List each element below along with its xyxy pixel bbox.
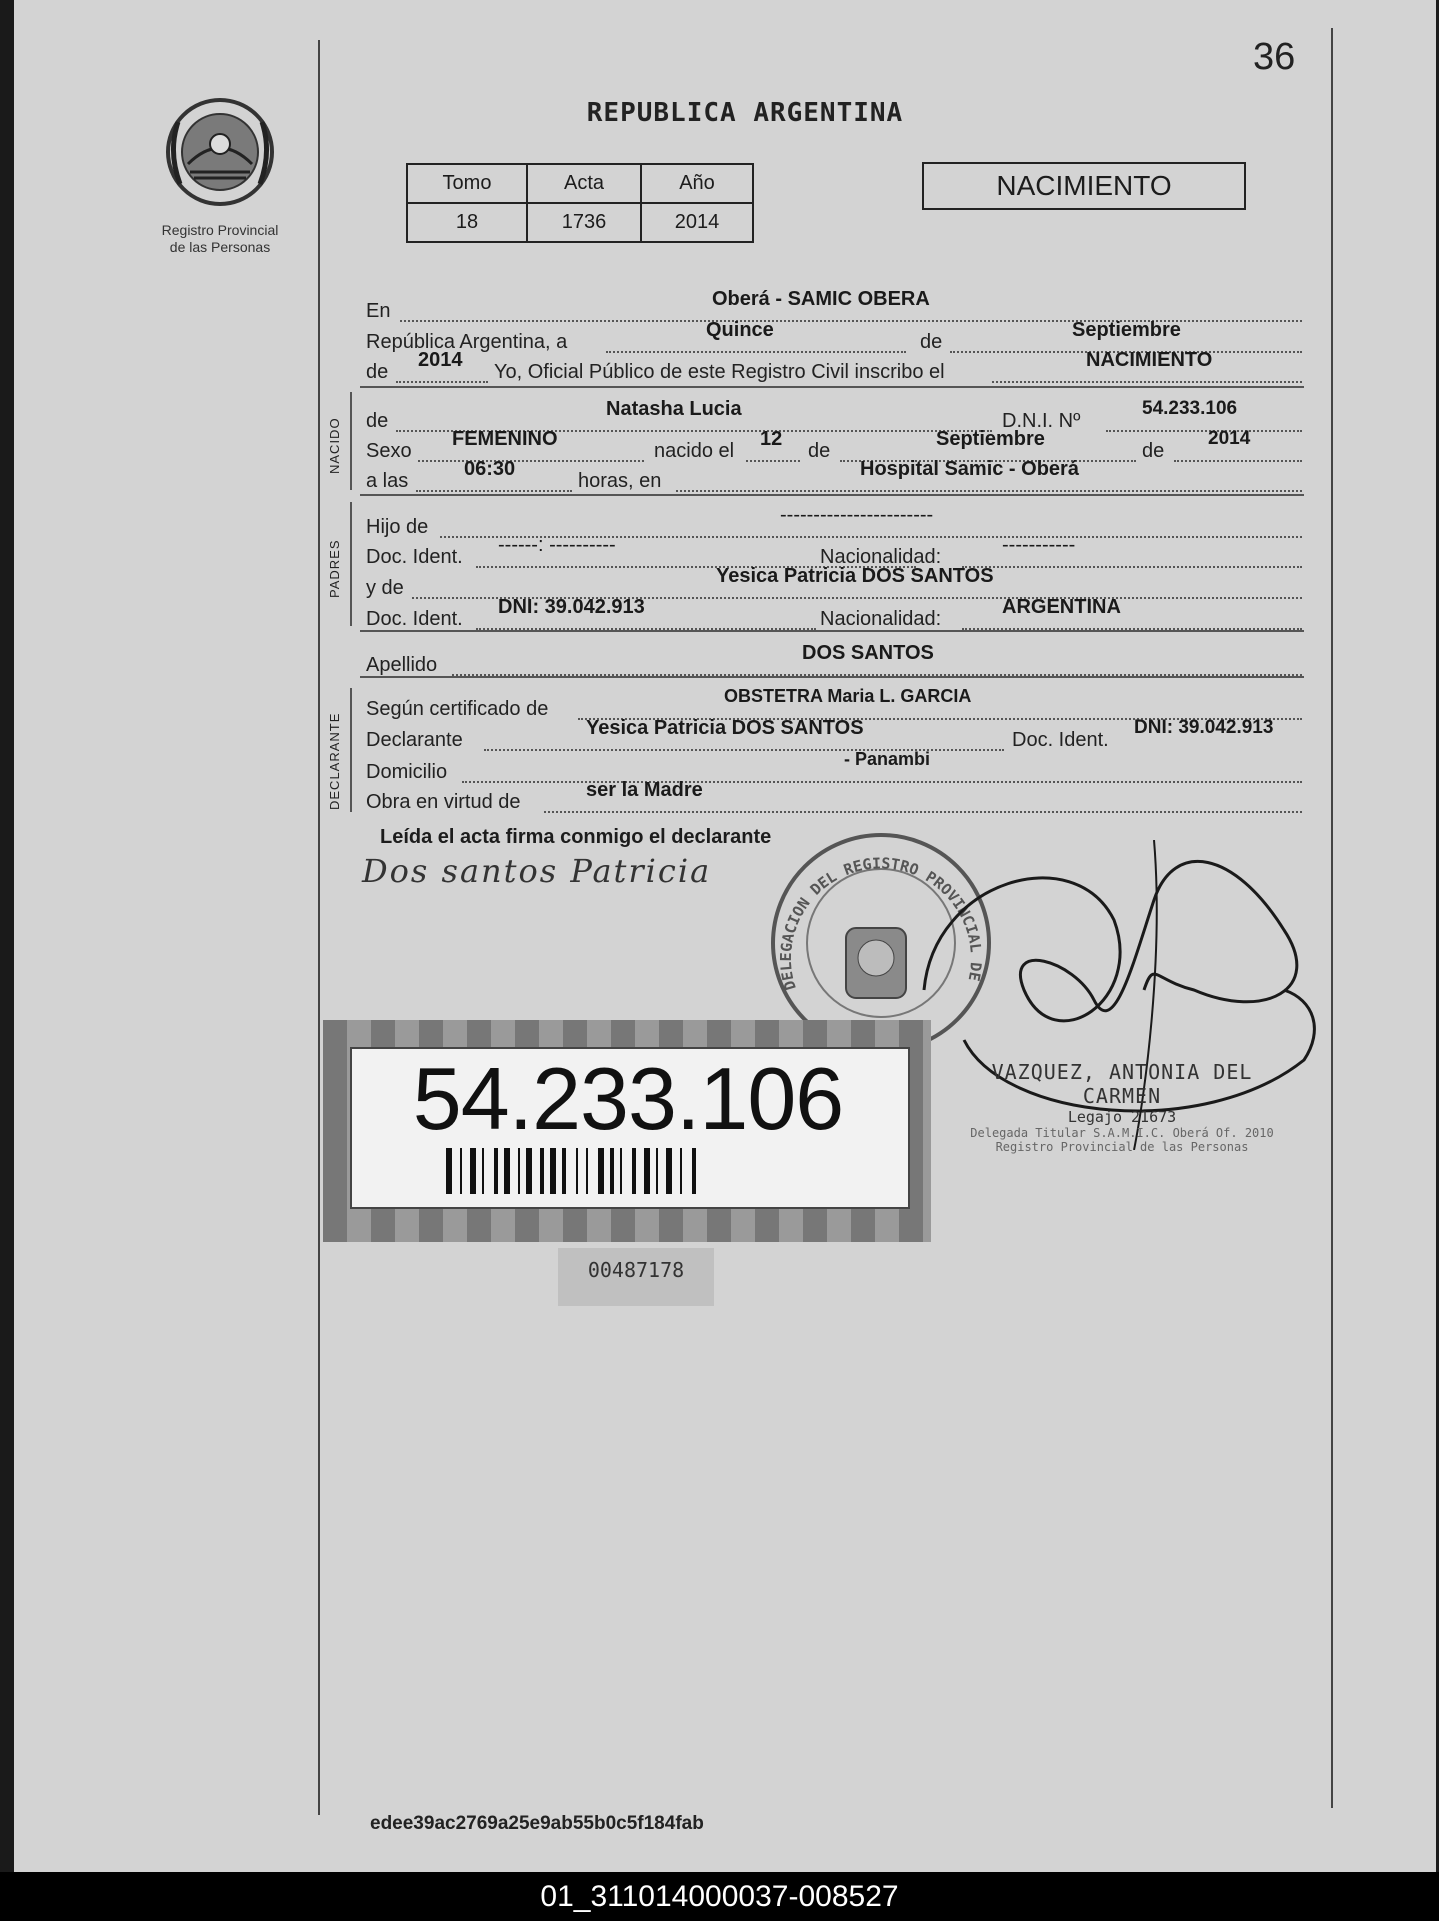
registry-label	[140, 222, 300, 256]
barcode-bar	[504, 1148, 510, 1194]
barcode-number: 54.233.106	[412, 1049, 844, 1148]
table-header-anio: Año	[641, 164, 753, 203]
doc2-value: DNI: 39.042.913	[498, 596, 645, 618]
dni-label: D.N.I. Nº	[1002, 410, 1081, 432]
table-value-acta: 1736	[527, 203, 641, 242]
obra-value: ser la Madre	[586, 779, 703, 801]
page-number: 36	[1253, 36, 1296, 78]
padres-bracket	[350, 502, 352, 626]
document-hash: edee39ac2769a25e9ab55b0c5f184fab	[370, 1813, 704, 1834]
y-de-label: y de	[366, 577, 404, 599]
barcode-bar	[446, 1148, 452, 1194]
horas-label: horas, en	[578, 470, 662, 492]
province-seal-icon	[160, 92, 280, 212]
row-y-de	[366, 565, 1302, 599]
row-obra	[366, 779, 1302, 813]
barcode-bar	[518, 1148, 520, 1194]
table-header-tomo: Tomo	[407, 164, 527, 203]
row-certificado	[366, 686, 1302, 720]
row-apellido	[366, 642, 1302, 676]
barcode-bar	[632, 1148, 636, 1194]
barcode-bar	[482, 1148, 484, 1194]
left-margin-line	[318, 40, 320, 1815]
stamp-round-text: DELEGACION DEL REGISTRO PROVINCIAL DE	[776, 854, 986, 993]
table-value-anio: 2014	[641, 203, 753, 242]
cert-label: Según certificado de	[366, 698, 549, 720]
nac2-value: ARGENTINA	[1002, 596, 1121, 618]
sexo-value: FEMENINO	[452, 428, 558, 450]
barcode-bar	[540, 1148, 544, 1194]
table-header-acta: Acta	[527, 164, 641, 203]
de2-label: de	[366, 361, 389, 383]
barcode-bar	[576, 1148, 578, 1194]
barcode-bar	[460, 1148, 462, 1194]
republica-label: República Argentina, a	[366, 331, 568, 353]
document-title: REPUBLICA ARGENTINA	[586, 98, 904, 128]
tomo-acta-anio-table	[406, 163, 754, 243]
decl-doc-label: Doc. Ident.	[1012, 729, 1109, 751]
official-role: Delegada Titular S.A.M.I.C. Oberá Of. 2010	[970, 1126, 1274, 1140]
official-legajo: Legajo 21673	[1067, 1108, 1177, 1126]
row-yo	[366, 349, 1302, 383]
barcode-bar	[470, 1148, 476, 1194]
obra-label: Obra en virtud de	[366, 791, 521, 813]
barcode-bar	[494, 1148, 498, 1194]
birth-day-value: 12	[760, 428, 783, 450]
barcode-bar	[586, 1148, 588, 1194]
section-divider	[360, 630, 1304, 632]
declarante-side-label: DECLARANTE	[327, 712, 342, 810]
record-type-box: NACIMIENTO	[922, 162, 1246, 210]
dom-label: Domicilio	[366, 761, 448, 783]
nacido-bracket	[350, 392, 352, 490]
barcode-bar	[666, 1148, 672, 1194]
section-divider	[360, 494, 1304, 496]
apellido-value: DOS SANTOS	[802, 642, 934, 664]
de-label: de	[920, 331, 943, 353]
month-value: Septiembre	[1072, 319, 1181, 341]
official-name: VAZQUEZ, ANTONIA DEL CARMEN	[991, 1060, 1253, 1108]
barcode-bar	[562, 1148, 566, 1194]
barcode-bar	[620, 1148, 622, 1194]
nacido-de-label: de	[366, 410, 389, 432]
en-label: En	[366, 300, 391, 322]
right-margin-line	[1331, 28, 1333, 1808]
inscribe-value: NACIMIENTO	[1086, 349, 1213, 371]
doc2-label: Doc. Ident.	[366, 608, 463, 630]
row-declarante	[366, 717, 1302, 751]
row-en	[366, 288, 1302, 322]
nac1-label: Nacionalidad:	[820, 546, 942, 568]
row-doc-ident-1	[366, 534, 1302, 568]
child-name-value: Natasha Lucia	[606, 398, 742, 420]
table-value-tomo: 18	[407, 203, 527, 242]
barcode-bar	[526, 1148, 532, 1194]
mother-value: Yesica Patricia DOS SANTOS	[716, 565, 994, 587]
birth-time-value: 06:30	[464, 458, 516, 480]
doc1-label: Doc. Ident.	[366, 546, 463, 568]
official-registry: Registro Provincial de las Personas	[995, 1140, 1249, 1154]
hijo-de-label: Hijo de	[366, 516, 429, 538]
nac1-value: -----------	[1002, 534, 1076, 556]
birth-place-value: Hospital Samic - Oberá	[860, 458, 1079, 480]
birth-year-value: 2014	[1208, 428, 1251, 449]
cert-value: OBSTETRA Maria L. GARCIA	[724, 686, 972, 706]
year-value: 2014	[418, 349, 463, 371]
declarant-signature: Dos santos Patricia	[362, 852, 712, 890]
row-domicilio	[366, 749, 1302, 783]
child-dni-value: 54.233.106	[1142, 398, 1238, 419]
padres-side-label: PADRES	[327, 539, 342, 598]
de-label-2: de	[808, 440, 831, 462]
yo-text: Yo, Oficial Público de este Registro Civil inscribo el	[494, 361, 945, 383]
section-divider	[360, 676, 1304, 678]
sexo-label: Sexo	[366, 440, 412, 462]
apellido-label: Apellido	[366, 654, 438, 676]
dom-value: - Panambi	[844, 749, 931, 769]
birth-month-value: Septiembre	[936, 428, 1045, 450]
registry-label-line1: Registro Provincial	[161, 222, 279, 238]
father-value: -----------------------	[780, 504, 934, 526]
en-value: Oberá - SAMIC OBERA	[712, 288, 930, 310]
a-las-label: a las	[366, 470, 409, 492]
barcode-bar	[656, 1148, 658, 1194]
decl-value: Yesica Patricia DOS SANTOS	[586, 717, 864, 739]
section-divider	[360, 386, 1304, 388]
footer-id: 01_311014000037-008527	[0, 1872, 1439, 1921]
barcode-bar	[550, 1148, 556, 1194]
declarante-bracket	[350, 688, 352, 812]
decl-doc-value: DNI: 39.042.913	[1134, 717, 1274, 738]
nacido-el-label: nacido el	[654, 440, 735, 462]
barcode-bars-icon	[446, 1148, 810, 1194]
serial-number: 00487178	[587, 1258, 685, 1282]
registry-label-line2: de las Personas	[169, 239, 271, 255]
official-stamp-block	[952, 1060, 1292, 1154]
day-value: Quince	[706, 319, 774, 341]
decl-label: Declarante	[366, 729, 463, 751]
barcode-bar	[680, 1148, 682, 1194]
barcode-bar	[598, 1148, 604, 1194]
barcode-bar	[644, 1148, 650, 1194]
closing-text: Leída el acta firma conmigo el declarante	[380, 826, 772, 848]
nac2-label: Nacionalidad:	[820, 608, 942, 630]
row-doc-ident-2	[366, 596, 1302, 630]
barcode-bar	[692, 1148, 696, 1194]
barcode-bar	[610, 1148, 614, 1194]
de-label-3: de	[1142, 440, 1165, 462]
row-a-las	[366, 458, 1302, 492]
doc1-value: ------: ----------	[498, 534, 616, 556]
nacido-side-label: NACIDO	[327, 417, 342, 474]
